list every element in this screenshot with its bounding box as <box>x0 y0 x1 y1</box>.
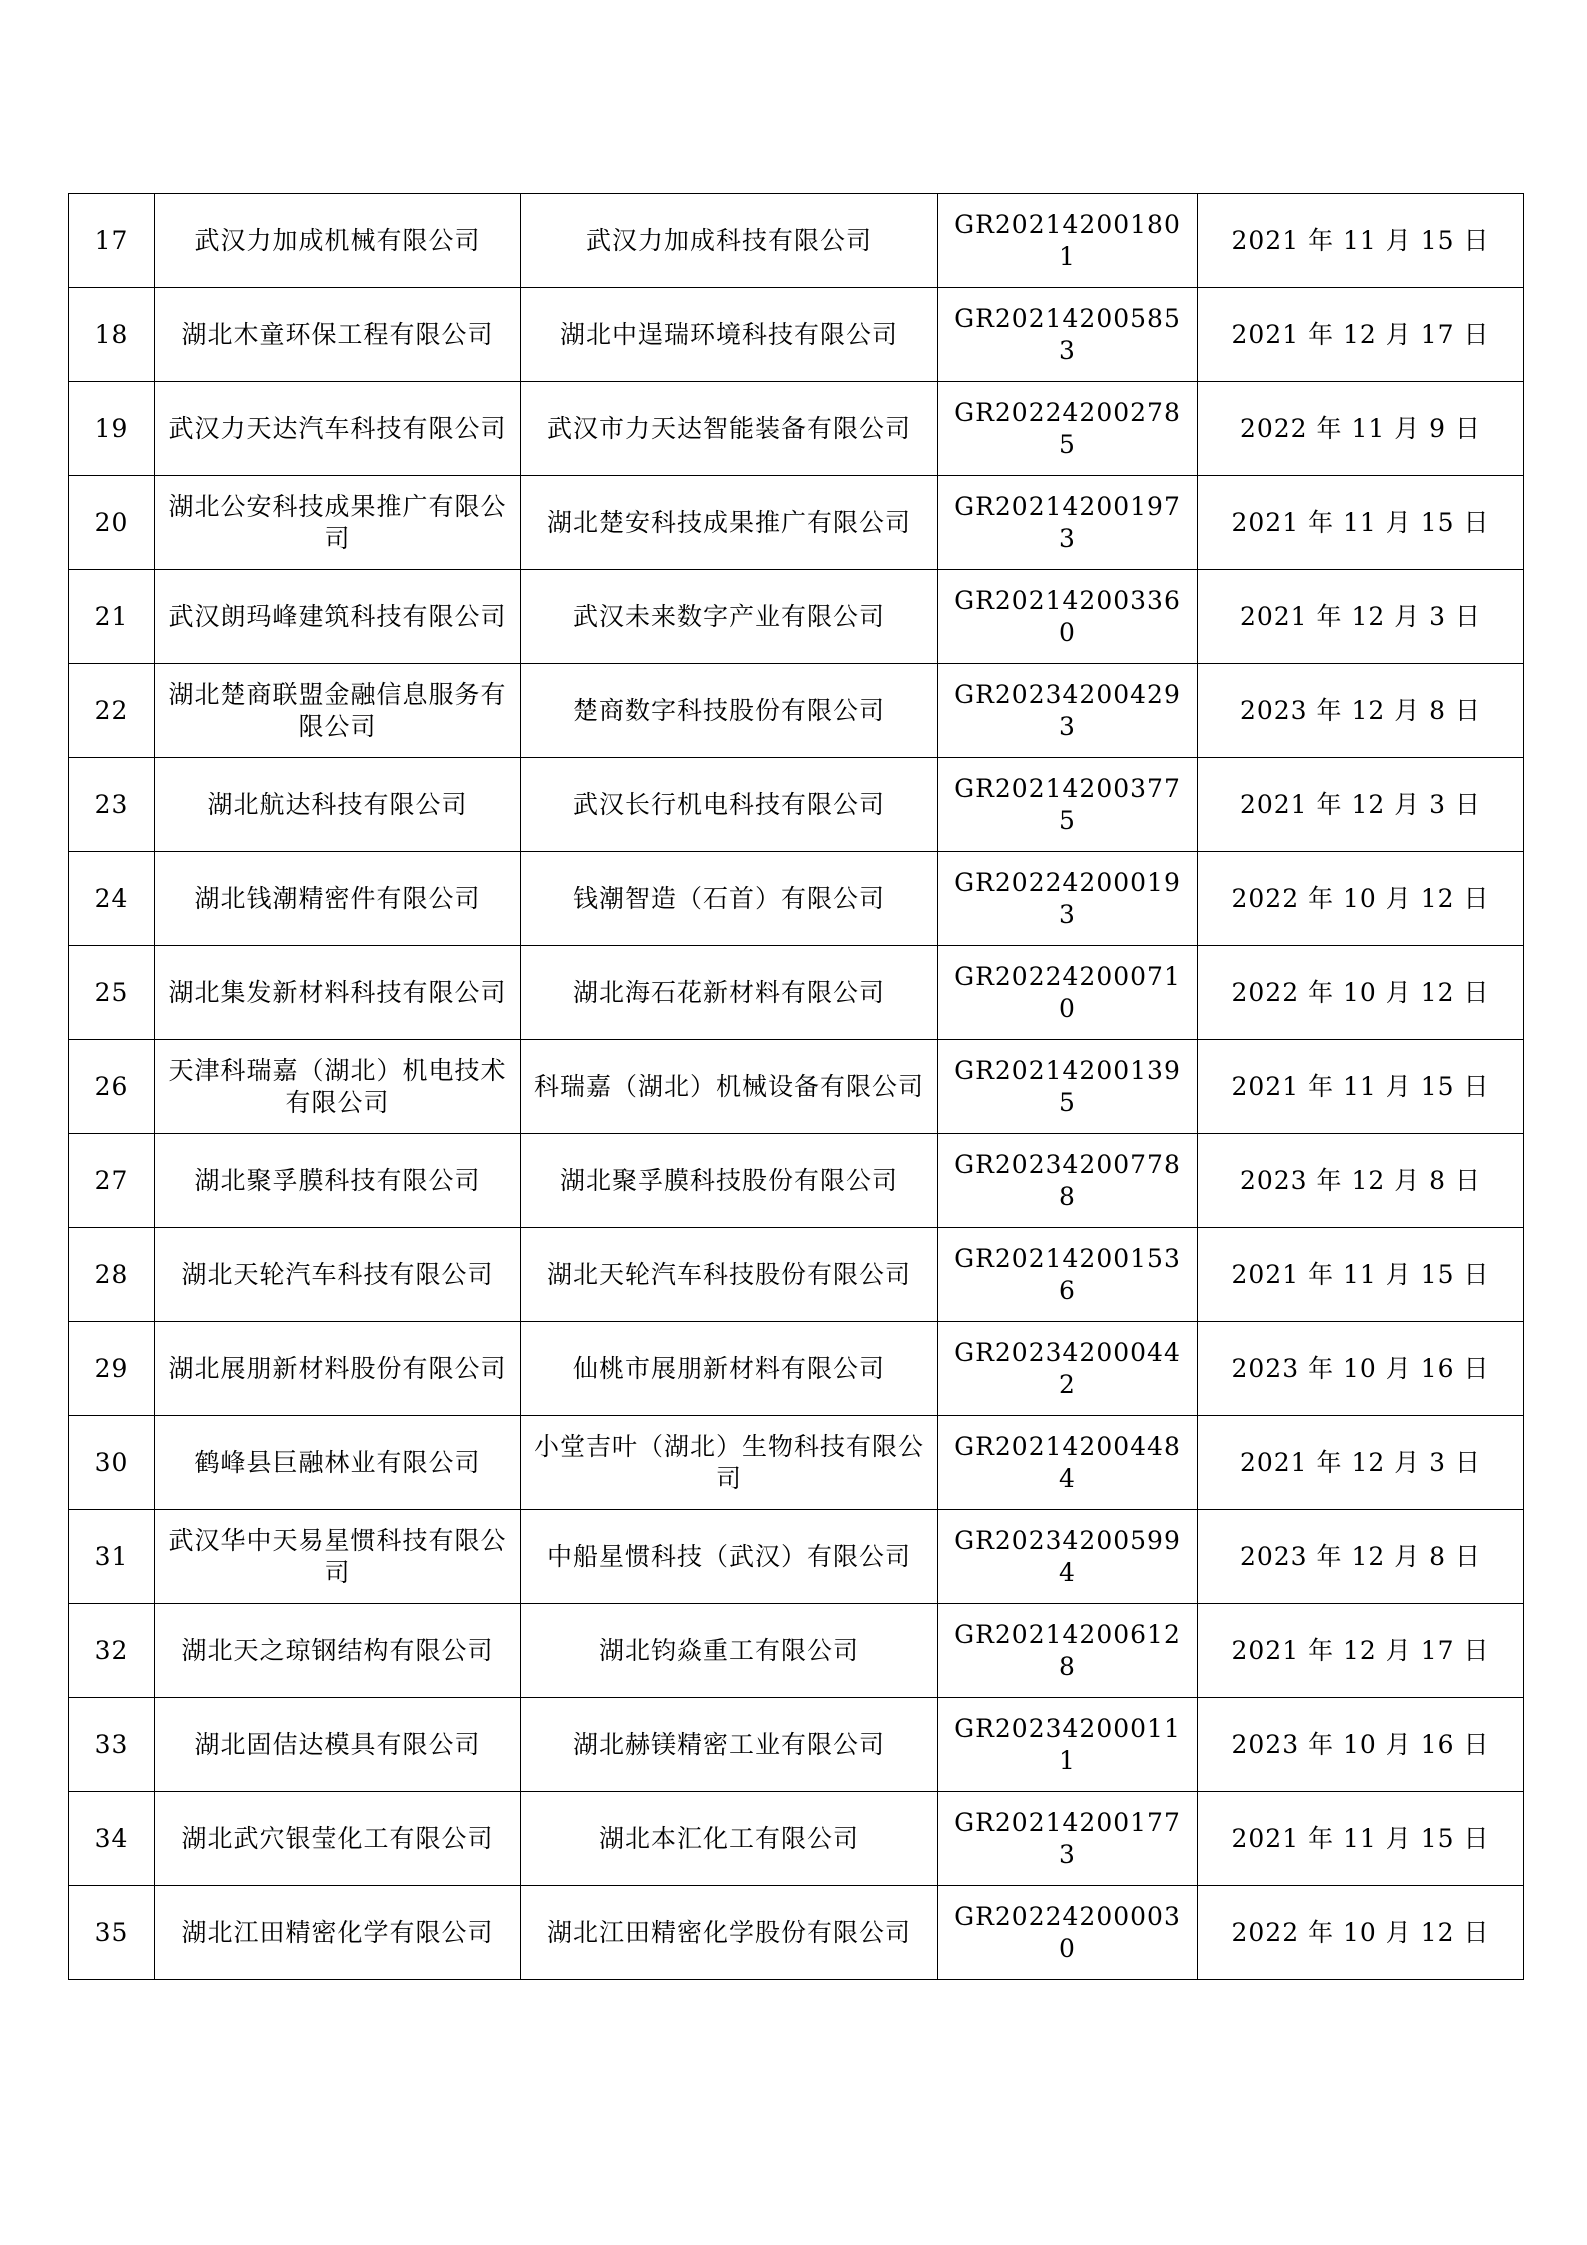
row-number-cell: 18 <box>69 288 155 382</box>
row-number-cell: 19 <box>69 382 155 476</box>
certificate-number-cell: GR202342004293 <box>938 664 1198 758</box>
table-row <box>69 288 1524 382</box>
new-company-name-cell: 湖北江田精密化学股份有限公司 <box>521 1886 938 1980</box>
row-number-cell: 33 <box>69 1698 155 1792</box>
table-row <box>69 1040 1524 1134</box>
table-row <box>69 1510 1524 1604</box>
issue-date-cell: 2023 年 12 月 8 日 <box>1198 1134 1524 1228</box>
issue-date-cell: 2021 年 12 月 17 日 <box>1198 1604 1524 1698</box>
table-row <box>69 570 1524 664</box>
new-company-name-cell: 湖北海石花新材料有限公司 <box>521 946 938 1040</box>
original-company-name-cell: 湖北聚孚膜科技有限公司 <box>155 1134 521 1228</box>
table-row <box>69 852 1524 946</box>
certificate-number-cell: GR202142003360 <box>938 570 1198 664</box>
table-row <box>69 1792 1524 1886</box>
certificate-number-cell: GR202142006128 <box>938 1604 1198 1698</box>
row-number-cell: 32 <box>69 1604 155 1698</box>
issue-date-cell: 2022 年 10 月 12 日 <box>1198 852 1524 946</box>
new-company-name-cell: 小堂吉叶（湖北）生物科技有限公司 <box>521 1416 938 1510</box>
new-company-name-cell: 湖北中逞瑞环境科技有限公司 <box>521 288 938 382</box>
table-row <box>69 946 1524 1040</box>
certificate-number-cell: GR202342000442 <box>938 1322 1198 1416</box>
original-company-name-cell: 湖北木童环保工程有限公司 <box>155 288 521 382</box>
certificate-number-cell: GR202142003775 <box>938 758 1198 852</box>
issue-date-cell: 2023 年 12 月 8 日 <box>1198 664 1524 758</box>
new-company-name-cell: 湖北本汇化工有限公司 <box>521 1792 938 1886</box>
certificate-number-cell: GR202342007788 <box>938 1134 1198 1228</box>
certificate-number-cell: GR202142001395 <box>938 1040 1198 1134</box>
original-company-name-cell: 湖北江田精密化学有限公司 <box>155 1886 521 1980</box>
company-rename-table <box>68 193 1524 1980</box>
original-company-name-cell: 湖北楚商联盟金融信息服务有限公司 <box>155 664 521 758</box>
row-number-cell: 35 <box>69 1886 155 1980</box>
certificate-number-cell: GR202242000710 <box>938 946 1198 1040</box>
new-company-name-cell: 湖北天轮汽车科技股份有限公司 <box>521 1228 938 1322</box>
certificate-number-cell: GR202342005994 <box>938 1510 1198 1604</box>
row-number-cell: 29 <box>69 1322 155 1416</box>
row-number-cell: 22 <box>69 664 155 758</box>
certificate-number-cell: GR202142004484 <box>938 1416 1198 1510</box>
issue-date-cell: 2022 年 10 月 12 日 <box>1198 1886 1524 1980</box>
new-company-name-cell: 楚商数字科技股份有限公司 <box>521 664 938 758</box>
certificate-number-cell: GR202142001801 <box>938 194 1198 288</box>
table-row <box>69 194 1524 288</box>
issue-date-cell: 2022 年 11 月 9 日 <box>1198 382 1524 476</box>
original-company-name-cell: 湖北天之琼钢结构有限公司 <box>155 1604 521 1698</box>
issue-date-cell: 2023 年 10 月 16 日 <box>1198 1322 1524 1416</box>
new-company-name-cell: 武汉未来数字产业有限公司 <box>521 570 938 664</box>
original-company-name-cell: 湖北集发新材料科技有限公司 <box>155 946 521 1040</box>
new-company-name-cell: 湖北楚安科技成果推广有限公司 <box>521 476 938 570</box>
row-number-cell: 28 <box>69 1228 155 1322</box>
table-row <box>69 664 1524 758</box>
issue-date-cell: 2021 年 12 月 3 日 <box>1198 570 1524 664</box>
original-company-name-cell: 武汉力加成机械有限公司 <box>155 194 521 288</box>
original-company-name-cell: 湖北钱潮精密件有限公司 <box>155 852 521 946</box>
original-company-name-cell: 武汉朗玛峰建筑科技有限公司 <box>155 570 521 664</box>
table-row <box>69 382 1524 476</box>
certificate-number-cell: GR202342000111 <box>938 1698 1198 1792</box>
new-company-name-cell: 中船星惯科技（武汉）有限公司 <box>521 1510 938 1604</box>
row-number-cell: 25 <box>69 946 155 1040</box>
original-company-name-cell: 湖北公安科技成果推广有限公司 <box>155 476 521 570</box>
issue-date-cell: 2023 年 10 月 16 日 <box>1198 1698 1524 1792</box>
table-row <box>69 1886 1524 1980</box>
row-number-cell: 23 <box>69 758 155 852</box>
row-number-cell: 21 <box>69 570 155 664</box>
issue-date-cell: 2021 年 11 月 15 日 <box>1198 1228 1524 1322</box>
certificate-number-cell: GR202242000030 <box>938 1886 1198 1980</box>
table-row <box>69 1604 1524 1698</box>
new-company-name-cell: 仙桃市展朋新材料有限公司 <box>521 1322 938 1416</box>
original-company-name-cell: 湖北天轮汽车科技有限公司 <box>155 1228 521 1322</box>
table-row <box>69 758 1524 852</box>
table-row <box>69 1698 1524 1792</box>
certificate-number-cell: GR202142001773 <box>938 1792 1198 1886</box>
issue-date-cell: 2021 年 11 月 15 日 <box>1198 194 1524 288</box>
new-company-name-cell: 武汉长行机电科技有限公司 <box>521 758 938 852</box>
new-company-name-cell: 湖北钧焱重工有限公司 <box>521 1604 938 1698</box>
new-company-name-cell: 武汉力加成科技有限公司 <box>521 194 938 288</box>
certificate-number-cell: GR202242002785 <box>938 382 1198 476</box>
original-company-name-cell: 湖北航达科技有限公司 <box>155 758 521 852</box>
issue-date-cell: 2022 年 10 月 12 日 <box>1198 946 1524 1040</box>
issue-date-cell: 2021 年 12 月 3 日 <box>1198 1416 1524 1510</box>
table-row <box>69 1322 1524 1416</box>
row-number-cell: 34 <box>69 1792 155 1886</box>
row-number-cell: 24 <box>69 852 155 946</box>
row-number-cell: 20 <box>69 476 155 570</box>
certificate-number-cell: GR202142001973 <box>938 476 1198 570</box>
new-company-name-cell: 科瑞嘉（湖北）机械设备有限公司 <box>521 1040 938 1134</box>
issue-date-cell: 2021 年 12 月 17 日 <box>1198 288 1524 382</box>
new-company-name-cell: 武汉市力天达智能装备有限公司 <box>521 382 938 476</box>
issue-date-cell: 2021 年 11 月 15 日 <box>1198 476 1524 570</box>
row-number-cell: 26 <box>69 1040 155 1134</box>
original-company-name-cell: 武汉华中天易星惯科技有限公司 <box>155 1510 521 1604</box>
certificate-number-cell: GR202242000193 <box>938 852 1198 946</box>
original-company-name-cell: 鹤峰县巨融林业有限公司 <box>155 1416 521 1510</box>
original-company-name-cell: 湖北展朋新材料股份有限公司 <box>155 1322 521 1416</box>
table-row <box>69 1228 1524 1322</box>
issue-date-cell: 2023 年 12 月 8 日 <box>1198 1510 1524 1604</box>
new-company-name-cell: 湖北聚孚膜科技股份有限公司 <box>521 1134 938 1228</box>
new-company-name-cell: 钱潮智造（石首）有限公司 <box>521 852 938 946</box>
issue-date-cell: 2021 年 11 月 15 日 <box>1198 1040 1524 1134</box>
original-company-name-cell: 湖北武穴银莹化工有限公司 <box>155 1792 521 1886</box>
issue-date-cell: 2021 年 11 月 15 日 <box>1198 1792 1524 1886</box>
table-row <box>69 1416 1524 1510</box>
issue-date-cell: 2021 年 12 月 3 日 <box>1198 758 1524 852</box>
row-number-cell: 31 <box>69 1510 155 1604</box>
row-number-cell: 17 <box>69 194 155 288</box>
table-row <box>69 476 1524 570</box>
row-number-cell: 30 <box>69 1416 155 1510</box>
certificate-number-cell: GR202142001536 <box>938 1228 1198 1322</box>
original-company-name-cell: 湖北固佶达模具有限公司 <box>155 1698 521 1792</box>
table-row <box>69 1134 1524 1228</box>
original-company-name-cell: 武汉力天达汽车科技有限公司 <box>155 382 521 476</box>
row-number-cell: 27 <box>69 1134 155 1228</box>
original-company-name-cell: 天津科瑞嘉（湖北）机电技术有限公司 <box>155 1040 521 1134</box>
new-company-name-cell: 湖北赫镁精密工业有限公司 <box>521 1698 938 1792</box>
certificate-number-cell: GR202142005853 <box>938 288 1198 382</box>
table-body <box>69 194 1524 1980</box>
